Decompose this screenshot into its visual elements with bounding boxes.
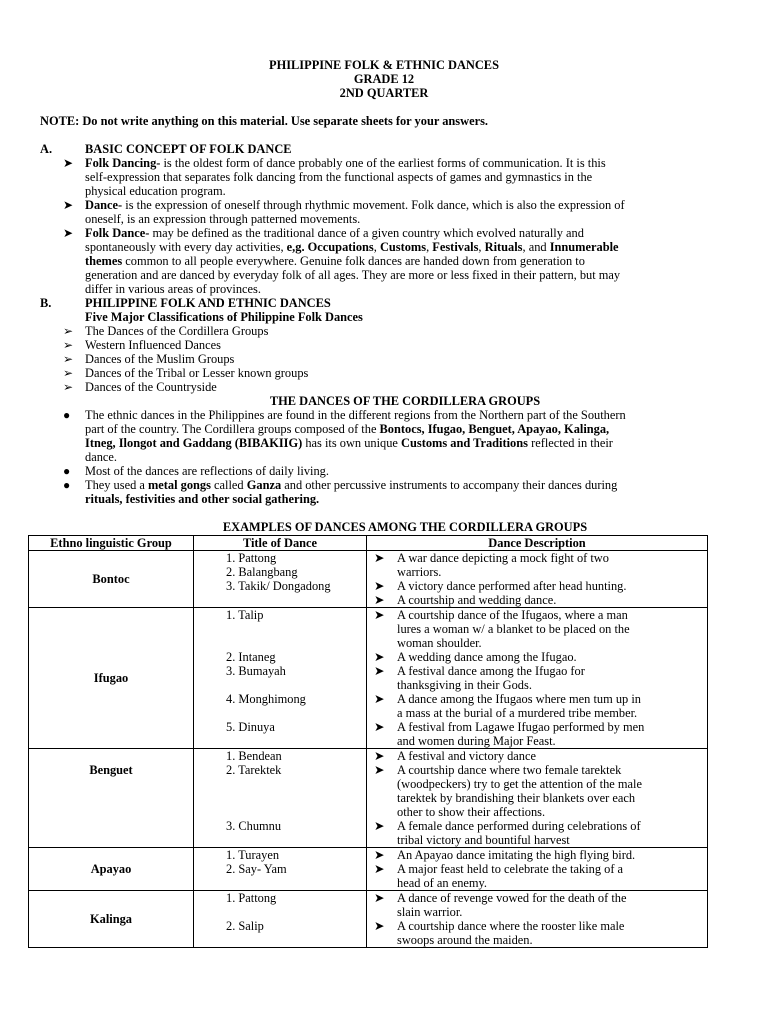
list-item: Dances of the Tribal or Lesser known groups (85, 366, 309, 380)
table-header-row (29, 536, 708, 551)
dance-description: A festival from Lagawe Ifugao performed by men and women during Major Feast. (397, 720, 645, 748)
cordillera-bullet-1: The ethnic dances in the Philippines are found in the different regions from the Northern part of the Southern part of the country. The Cordillera groups composed of the Bontocs, Ifugao, Benguet, Apayao, Kalinga, Itneg, Ilongot and Gaddang (BIBAKIIG) has its own unique Customs and Traditions reflected in their dance. (85, 408, 626, 464)
description-cell (367, 891, 708, 948)
dance-description: A victory dance performed after head hunting. (397, 579, 627, 593)
dance-description: A major feast held to celebrate the taking of a head of an enemy. (397, 862, 624, 890)
document-title: PHILIPPINE FOLK & ETHNIC DANCES (269, 58, 499, 72)
section-b-letter: B. (40, 296, 52, 310)
dance-title: 1. Pattong (226, 551, 277, 565)
dance-description: A courtship dance where the rooster like male swoops around the maiden. (397, 919, 625, 947)
list-item: Dances of the Muslim Groups (85, 352, 235, 366)
section-a-letter: A. (40, 142, 53, 156)
round-bullet-icon: ● (63, 464, 71, 478)
description-cell (367, 749, 708, 848)
dance-description: A courtship dance where two female tarektek (woodpeckers) try to get the attention of the male tarektek by brandishing their blankets over each other to show their affections. (397, 763, 642, 819)
note-line: NOTE: Do not write anything on this material. Use separate sheets for your answers. (40, 114, 488, 128)
round-bullet-icon: ● (63, 408, 71, 422)
dance-title: 1. Bendean (226, 749, 282, 763)
arrowhead-bullet-icon: ➤ (374, 579, 385, 593)
dance-description: A war dance depicting a mock fight of two warriors. (397, 551, 609, 579)
arrowhead-bullet-icon: ➤ (374, 593, 385, 607)
dance-description: A festival dance among the Ifugao for thanksgiving in their Gods. (397, 664, 585, 692)
titles-cell (194, 551, 367, 608)
arrowhead-bullet-icon: ➤ (374, 749, 385, 763)
group-cell: Bontoc (29, 551, 194, 608)
dance-description: A courtship dance of the Ifugaos, where a man lures a woman w/ a blanket to be placed on the woman shoulder. (397, 608, 630, 650)
arrowhead-bullet-icon: ➤ (374, 720, 385, 734)
column-header: Title of Dance (194, 536, 367, 551)
dance-definition: Dance- is the expression of oneself through rhythmic movement. Folk dance, which is also the expression of oneself, is an expression through patterned movements. (85, 198, 625, 226)
dance-description: A wedding dance among the Ifugao. (397, 650, 577, 664)
group-cell: Apayao (29, 848, 194, 891)
arrowhead-bullet-icon: ➤ (63, 226, 74, 240)
dance-title: 2. Balangbang (226, 565, 298, 579)
dance-title: 3. Takik/ Dongadong (226, 579, 331, 593)
folk-dancing-definition: Folk Dancing- is the oldest form of dance probably one of the earliest forms of communication. It is this self-expression that separates folk dancing from the functional aspects of games and gymnastics in the physical education program. (85, 156, 606, 198)
folk-dance-definition: Folk Dance- may be defined as the traditional dance of a given country which evolved naturally and spontaneously with every day activities, e,g. Occupations, Customs, Festivals, Rituals, and Innumerable themes common to all people everywhere. Genuine folk dances are handed down from generation to generation and are danced by everyday folk of all ages. They are more or less fixed in their pattern, but may differ in various areas of provinces. (85, 226, 621, 296)
cordillera-heading: THE DANCES OF THE CORDILLERA GROUPS (269, 394, 541, 408)
dance-description: An Apayao dance imitating the high flying bird. (397, 848, 636, 862)
dance-title: 4. Monghimong (226, 692, 306, 706)
dance-title: 1. Turayen (226, 848, 280, 862)
titles-cell (194, 749, 367, 848)
group-cell: Ifugao (29, 608, 194, 749)
arrowhead-bullet-icon: ➤ (374, 848, 385, 862)
dance-description: A dance among the Ifugaos where men tum up in a mass at the burial of a murdered tribe member. (397, 692, 641, 720)
titles-cell (194, 608, 367, 749)
arrowhead-bullet-icon: ➤ (374, 763, 385, 777)
group-cell: Benguet (29, 749, 194, 848)
table-row (29, 891, 708, 948)
description-cell (367, 608, 708, 749)
description-cell (367, 551, 708, 608)
dance-title: 3. Chumnu (226, 819, 282, 833)
section-b-heading: PHILIPPINE FOLK AND ETHNIC DANCES (85, 296, 331, 310)
list-item: The Dances of the Cordillera Groups (85, 324, 269, 338)
table-caption: EXAMPLES OF DANCES AMONG THE CORDILLERA GROUPS (222, 520, 588, 534)
section-a-heading: BASIC CONCEPT OF FOLK DANCE (85, 142, 292, 156)
arrowhead-bullet-icon: ➤ (374, 692, 385, 706)
hollow-arrowhead-bullet-icon: ➢ (63, 352, 74, 366)
dance-title: 5. Dinuya (226, 720, 275, 734)
group-cell: Kalinga (29, 891, 194, 948)
cordillera-bullet-2: Most of the dances are reflections of daily living. (85, 464, 329, 478)
dances-table (28, 535, 708, 948)
column-header: Ethno linguistic Group (29, 536, 194, 551)
round-bullet-icon: ● (63, 478, 71, 492)
section-b-subheading: Five Major Classifications of Philippine Folk Dances (85, 310, 363, 324)
arrowhead-bullet-icon: ➤ (374, 664, 385, 678)
list-item: Dances of the Countryside (85, 380, 217, 394)
table-row (29, 608, 708, 749)
dance-title: 2. Tarektek (226, 763, 282, 777)
hollow-arrowhead-bullet-icon: ➢ (63, 338, 74, 352)
arrowhead-bullet-icon: ➤ (63, 156, 74, 170)
arrowhead-bullet-icon: ➤ (374, 819, 385, 833)
dance-description: A dance of revenge vowed for the death of the slain warrior. (397, 891, 627, 919)
dance-title: 3. Bumayah (226, 664, 286, 678)
column-header: Dance Description (367, 536, 708, 551)
table-row (29, 848, 708, 891)
dance-title: 2. Intaneg (226, 650, 276, 664)
list-item: Western Influenced Dances (85, 338, 221, 352)
dance-description: A courtship and wedding dance. (397, 593, 557, 607)
table-row (29, 749, 708, 848)
hollow-arrowhead-bullet-icon: ➢ (63, 380, 74, 394)
arrowhead-bullet-icon: ➤ (374, 862, 385, 876)
titles-cell (194, 848, 367, 891)
dance-description: A female dance performed during celebrations of tribal victory and bountiful harvest (397, 819, 641, 847)
arrowhead-bullet-icon: ➤ (374, 650, 385, 664)
cordillera-bullet-3: They used a metal gongs called Ganza and other percussive instruments to accompany their dances during rituals, festivities and other social gathering. (85, 478, 618, 506)
document-grade: GRADE 12 (353, 72, 415, 86)
dance-title: 1. Talip (226, 608, 264, 622)
table-row (29, 551, 708, 608)
description-cell (367, 848, 708, 891)
arrowhead-bullet-icon: ➤ (63, 198, 74, 212)
hollow-arrowhead-bullet-icon: ➢ (63, 366, 74, 380)
arrowhead-bullet-icon: ➤ (374, 608, 385, 622)
document-quarter: 2ND QUARTER (339, 86, 429, 100)
arrowhead-bullet-icon: ➤ (374, 891, 385, 905)
dance-title: 1. Pattong (226, 891, 277, 905)
titles-cell (194, 891, 367, 948)
hollow-arrowhead-bullet-icon: ➢ (63, 324, 74, 338)
dance-description: A festival and victory dance (397, 749, 537, 763)
dance-title: 2. Say- Yam (226, 862, 287, 876)
arrowhead-bullet-icon: ➤ (374, 551, 385, 565)
dance-title: 2. Salip (226, 919, 264, 933)
arrowhead-bullet-icon: ➤ (374, 919, 385, 933)
